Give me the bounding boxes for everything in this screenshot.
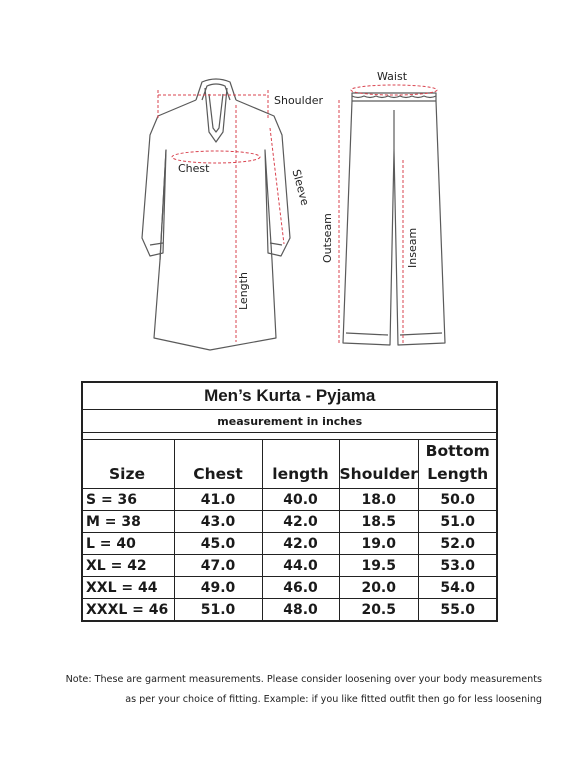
header-bottom-length — [418, 440, 497, 489]
shoulder-cell: 20.5 — [339, 599, 418, 622]
table-row — [82, 489, 497, 511]
size-guide-diagram — [0, 0, 570, 370]
length-cell: 40.0 — [262, 489, 339, 511]
shoulder-cell: 20.0 — [339, 577, 418, 599]
chest-cell: 45.0 — [174, 533, 262, 555]
header-shoulder: Shoulder — [339, 440, 418, 489]
table-spacer-row — [82, 433, 497, 440]
shoulder-cell: 19.0 — [339, 533, 418, 555]
table-row — [82, 511, 497, 533]
header-bottom-length-line1: Bottom — [425, 442, 490, 460]
shoulder-cell: 18.0 — [339, 489, 418, 511]
shoulder-label: Shoulder — [274, 94, 323, 107]
table-subtitle: measurement in inches — [82, 410, 497, 433]
bottom-length-cell: 53.0 — [418, 555, 497, 577]
pyjama-drawing — [343, 93, 445, 345]
bottom-length-cell: 50.0 — [418, 489, 497, 511]
header-length: length — [262, 440, 339, 489]
length-cell: 42.0 — [262, 511, 339, 533]
shoulder-cell: 18.5 — [339, 511, 418, 533]
table-row — [82, 577, 497, 599]
header-bottom-length-line2: Length — [427, 465, 489, 483]
header-size: Size — [82, 440, 174, 489]
sleeve-label: Sleeve — [289, 168, 312, 207]
note-line-1: Note: These are garment measurements. Please consider loosening over your body measurements — [65, 674, 542, 685]
measurement-note — [30, 670, 542, 710]
size-cell: S = 36 — [82, 489, 174, 511]
header-chest: Chest — [174, 440, 262, 489]
length-cell: 46.0 — [262, 577, 339, 599]
size-cell: XXXL = 46 — [82, 599, 174, 622]
length-cell: 48.0 — [262, 599, 339, 622]
garment-illustration — [0, 0, 570, 370]
table-title: Men’s Kurta - Pyjama — [82, 382, 497, 410]
bottom-length-cell: 54.0 — [418, 577, 497, 599]
table-row — [82, 533, 497, 555]
chest-cell: 47.0 — [174, 555, 262, 577]
waist-label: Waist — [377, 70, 408, 83]
size-cell: XXL = 44 — [82, 577, 174, 599]
inseam-label: Inseam — [406, 227, 419, 268]
chest-cell: 51.0 — [174, 599, 262, 622]
chest-cell: 43.0 — [174, 511, 262, 533]
table-header-row — [82, 440, 497, 489]
pyjama-measure-lines — [339, 85, 437, 345]
size-cell: L = 40 — [82, 533, 174, 555]
chest-label: Chest — [178, 162, 210, 175]
table-subtitle-row — [82, 410, 497, 433]
chest-cell: 49.0 — [174, 577, 262, 599]
size-cell: XL = 42 — [82, 555, 174, 577]
shoulder-cell: 19.5 — [339, 555, 418, 577]
length-cell: 44.0 — [262, 555, 339, 577]
note-line-2: as per your choice of fitting. Example: if you like fitted outfit then go for less loosening — [125, 694, 542, 705]
kurta-measure-lines — [158, 90, 284, 342]
chest-cell: 41.0 — [174, 489, 262, 511]
bottom-length-cell: 55.0 — [418, 599, 497, 622]
table-row — [82, 599, 497, 622]
table-title-row — [82, 382, 497, 410]
length-label: Length — [237, 272, 250, 310]
table-row — [82, 555, 497, 577]
size-cell: M = 38 — [82, 511, 174, 533]
outseam-label: Outseam — [321, 213, 334, 263]
kurta-drawing — [142, 79, 290, 350]
bottom-length-cell: 52.0 — [418, 533, 497, 555]
size-chart-table — [81, 381, 498, 622]
bottom-length-cell: 51.0 — [418, 511, 497, 533]
length-cell: 42.0 — [262, 533, 339, 555]
